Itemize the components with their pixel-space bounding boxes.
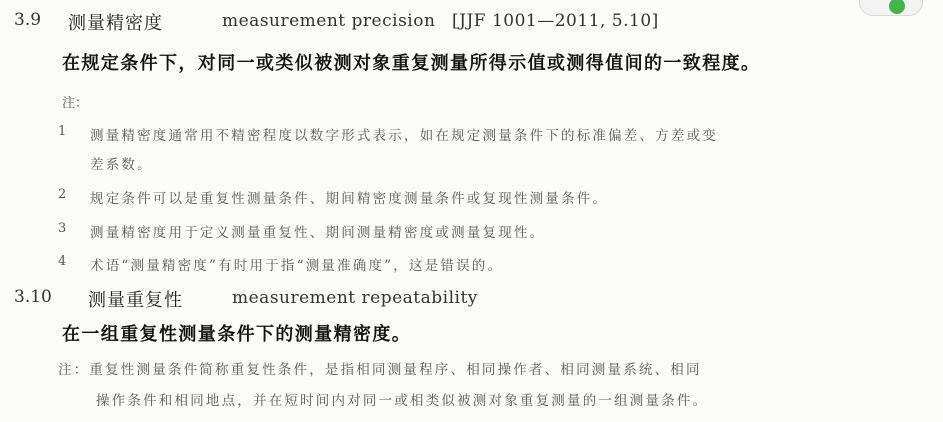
- term-definition: 在规定条件下，对同一或类似被测对象重复测量所得示值或测得值间的一致程度。: [62, 53, 761, 74]
- note-text-continued: 差系数。: [90, 157, 153, 173]
- note-text: 术语“测量精密度”有时用于指“测量准确度”，这是错误的。: [90, 258, 504, 274]
- term-reference: [JJF 1001—2011, 5.10]: [452, 11, 659, 31]
- term-definition: 在一组重复性测量条件下的测量精密度。: [62, 324, 412, 345]
- term-name-en: measurement precision: [222, 11, 436, 31]
- term-number: 3.9: [14, 10, 42, 30]
- notes-label: 注：: [62, 96, 89, 111]
- note-number: 2: [58, 187, 67, 202]
- note-text: 测量精密度通常用不精密程度以数字形式表示，如在规定测量条件下的标准偏差、方差或变: [90, 128, 718, 144]
- note-text: 注：重复性测量条件简称重复性条件，是指相同测量程序、相同操作者、相同测量系统、相同: [58, 362, 702, 378]
- note-text-continued: 操作条件和相同地点，并在短时间内对同一或相类似被测对象重复测量的一组测量条件。: [96, 393, 709, 409]
- note-text: 测量精密度用于定义测量重复性、期间测量精密度或测量复现性。: [90, 225, 546, 241]
- term-number: 3.10: [14, 287, 52, 307]
- note-number: 1: [58, 124, 67, 139]
- note-number: 3: [58, 221, 67, 236]
- note-text: 规定条件可以是重复性测量条件、期间精密度测量条件或复现性测量条件。: [90, 191, 609, 207]
- term-name-zh: 测量重复性: [88, 290, 183, 311]
- note-number: 4: [58, 254, 67, 269]
- term-name-zh: 测量精密度: [68, 13, 163, 34]
- term-name-en: measurement repeatability: [232, 288, 478, 308]
